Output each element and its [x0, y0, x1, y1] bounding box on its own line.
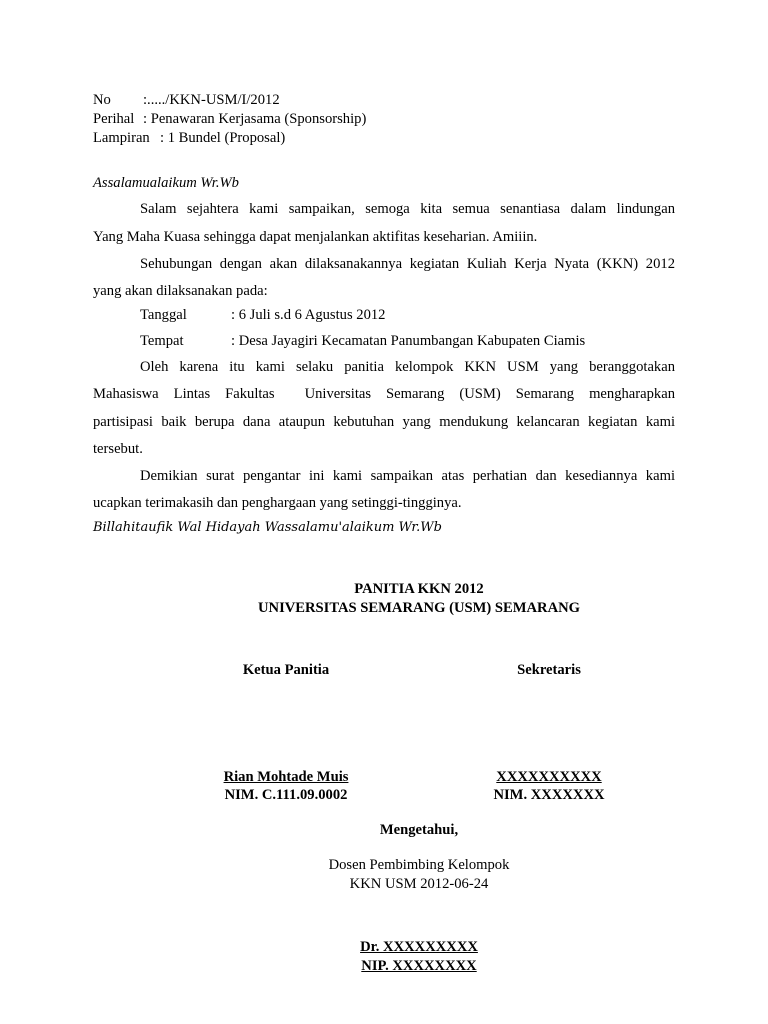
lampiran-value: : 1 Bundel (Proposal): [160, 130, 286, 146]
perihal-label: Perihal: [93, 111, 135, 127]
sekretaris-name: XXXXXXXXXX: [496, 769, 602, 785]
paragraph-4-line-2: ucapkan terimakasih dan penghargaan yang setinggi-tingginya.: [93, 495, 462, 511]
org-title: PANITIA KKN 2012: [354, 581, 484, 597]
paragraph-2-line-2: yang akan dilaksanakan pada:: [93, 283, 268, 299]
paragraph-1-line-1: Salam sejahtera kami sampaikan, semoga kita semua senantiasa dalam lindungan: [140, 201, 675, 217]
dosen-program: KKN USM 2012-06-24: [349, 876, 489, 892]
org-university: UNIVERSITAS SEMARANG (USM) SEMARANG: [257, 600, 581, 616]
no-value: :...../KKN-USM/I/2012: [143, 92, 280, 108]
closing-line: Billahitaufik Wal Hidayah Wassalamu'alaikum Wr.Wb: [93, 520, 442, 535]
ketua-name: Rian Mohtade Muis: [223, 769, 349, 785]
lampiran-label: Lampiran: [93, 130, 150, 146]
perihal-value: : Penawaran Kerjasama (Sponsorship): [143, 111, 367, 127]
sekretaris-title: Sekretaris: [517, 662, 581, 678]
tempat-value: : Desa Jayagiri Kecamatan Panumbangan Kabupaten Ciamis: [231, 333, 586, 349]
paragraph-3-line-2: Mahasiswa Lintas Fakultas Universitas Semarang (USM) Semarang mengharapkan: [93, 386, 675, 402]
paragraph-3-line-3: partisipasi baik berupa dana ataupun kebutuhan yang mendukung kelancaran kegiatan kami: [93, 414, 675, 430]
paragraph-2-line-1: Sehubungan dengan akan dilaksanakannya kegiatan Kuliah Kerja Nyata (KKN) 2012: [140, 256, 675, 272]
ketua-nim: NIM. C.111.09.0002: [224, 787, 348, 803]
ketua-title: Ketua Panitia: [242, 662, 330, 678]
greeting: Assalamualaikum Wr.Wb: [93, 175, 239, 191]
paragraph-3-line-1: Oleh karena itu kami selaku panitia kelompok KKN USM yang beranggotakan: [140, 359, 675, 375]
dosen-title: Dosen Pembimbing Kelompok: [328, 857, 510, 873]
paragraph-1-line-2: Yang Maha Kuasa sehingga dapat menjalankan aktifitas keseharian. Amiiin.: [93, 229, 538, 245]
paragraph-4-line-1: Demikian surat pengantar ini kami sampaikan atas perhatian dan kesediannya kami: [140, 468, 675, 484]
tanggal-value: : 6 Juli s.d 6 Agustus 2012: [231, 307, 386, 323]
mengetahui-label: Mengetahui,: [379, 822, 459, 838]
dosen-name: Dr. XXXXXXXXX: [360, 939, 478, 955]
tempat-label: Tempat: [140, 333, 184, 349]
dosen-nip: NIP. XXXXXXXX: [361, 958, 477, 974]
no-label: No: [93, 92, 111, 108]
tanggal-label: Tanggal: [140, 307, 187, 323]
sekretaris-nim: NIM. XXXXXXX: [493, 787, 605, 803]
paragraph-3-line-4: tersebut.: [93, 441, 143, 457]
